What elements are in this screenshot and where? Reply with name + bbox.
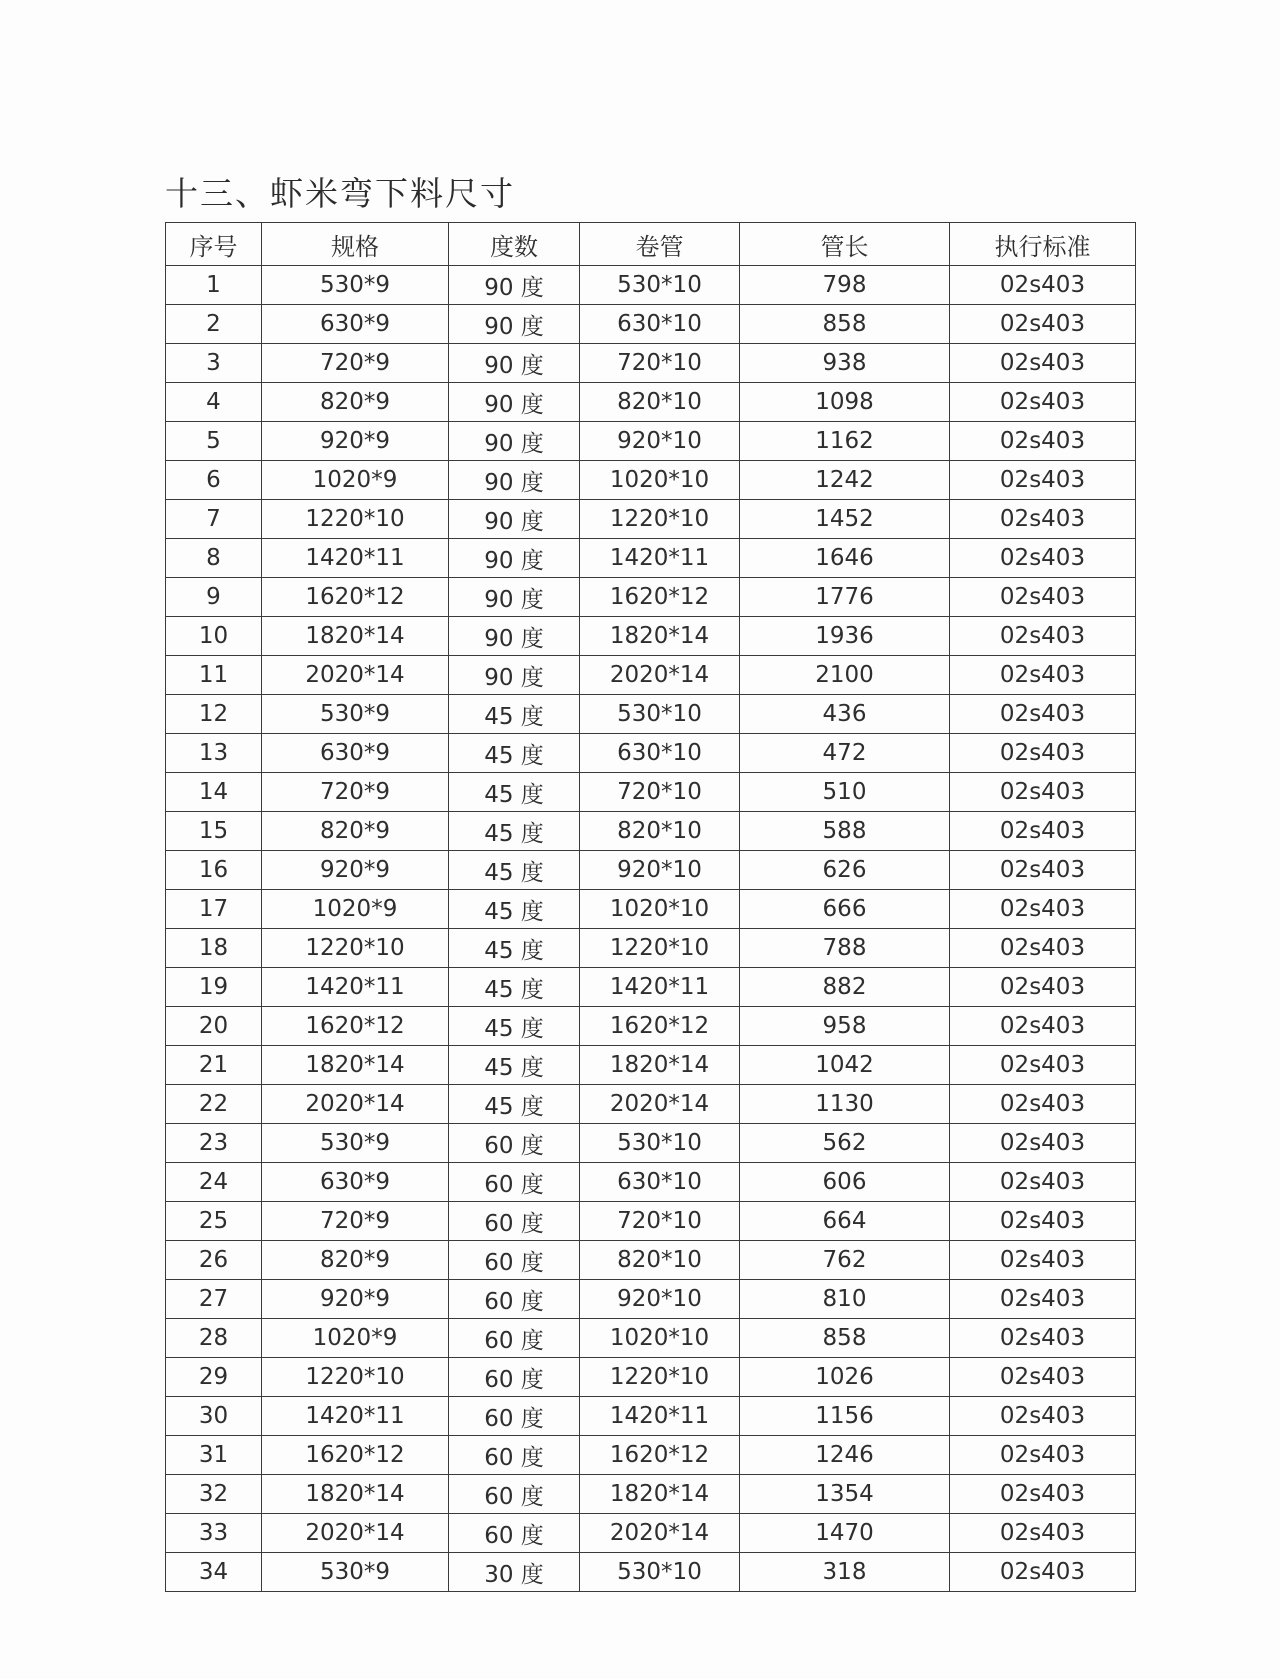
cell-pipe-length: 1470 — [740, 1514, 950, 1553]
cell-rolled-pipe: 1820*14 — [580, 1046, 740, 1085]
cell-rolled-pipe: 720*10 — [580, 344, 740, 383]
cell-index: 13 — [166, 734, 262, 773]
cell-index: 3 — [166, 344, 262, 383]
cell-spec: 1020*9 — [262, 461, 449, 500]
cell-spec: 920*9 — [262, 422, 449, 461]
table-row — [166, 1553, 1136, 1592]
table-row — [166, 1202, 1136, 1241]
cell-pipe-length: 810 — [740, 1280, 950, 1319]
cell-standard: 02s403 — [950, 851, 1136, 890]
cell-spec: 1820*14 — [262, 617, 449, 656]
table-row — [166, 968, 1136, 1007]
table-row — [166, 1124, 1136, 1163]
cell-index: 33 — [166, 1514, 262, 1553]
cell-pipe-length: 938 — [740, 344, 950, 383]
cell-rolled-pipe: 530*10 — [580, 1553, 740, 1592]
cell-index: 25 — [166, 1202, 262, 1241]
cell-degree: 45 度 — [449, 851, 580, 890]
cell-rolled-pipe: 1020*10 — [580, 890, 740, 929]
cell-pipe-length: 882 — [740, 968, 950, 1007]
cell-rolled-pipe: 1220*10 — [580, 1358, 740, 1397]
cell-standard: 02s403 — [950, 539, 1136, 578]
cell-rolled-pipe: 2020*14 — [580, 1085, 740, 1124]
cell-index: 14 — [166, 773, 262, 812]
cell-spec: 1220*10 — [262, 1358, 449, 1397]
cutting-size-table — [165, 222, 1136, 1592]
cell-standard: 02s403 — [950, 773, 1136, 812]
cell-index: 34 — [166, 1553, 262, 1592]
cell-pipe-length: 958 — [740, 1007, 950, 1046]
cell-pipe-length: 1646 — [740, 539, 950, 578]
cell-pipe-length: 606 — [740, 1163, 950, 1202]
table-row — [166, 1397, 1136, 1436]
cell-pipe-length: 664 — [740, 1202, 950, 1241]
cell-rolled-pipe: 1820*14 — [580, 1475, 740, 1514]
cell-index: 32 — [166, 1475, 262, 1514]
cell-degree: 60 度 — [449, 1280, 580, 1319]
cell-index: 7 — [166, 500, 262, 539]
cell-rolled-pipe: 820*10 — [580, 1241, 740, 1280]
cell-degree: 60 度 — [449, 1124, 580, 1163]
cell-degree: 60 度 — [449, 1436, 580, 1475]
cell-rolled-pipe: 530*10 — [580, 266, 740, 305]
column-header-degree: 度数 — [449, 223, 580, 266]
cell-pipe-length: 1130 — [740, 1085, 950, 1124]
cell-rolled-pipe: 1820*14 — [580, 617, 740, 656]
cell-degree: 45 度 — [449, 812, 580, 851]
table-row — [166, 344, 1136, 383]
cell-pipe-length: 762 — [740, 1241, 950, 1280]
cell-standard: 02s403 — [950, 734, 1136, 773]
cell-rolled-pipe: 1020*10 — [580, 1319, 740, 1358]
cell-pipe-length: 472 — [740, 734, 950, 773]
table-row — [166, 1007, 1136, 1046]
cell-spec: 1820*14 — [262, 1475, 449, 1514]
cell-standard: 02s403 — [950, 1280, 1136, 1319]
cell-degree: 45 度 — [449, 968, 580, 1007]
cell-spec: 2020*14 — [262, 1085, 449, 1124]
cell-rolled-pipe: 1420*11 — [580, 539, 740, 578]
cell-pipe-length: 2100 — [740, 656, 950, 695]
cell-spec: 1820*14 — [262, 1046, 449, 1085]
table-row — [166, 1514, 1136, 1553]
cell-rolled-pipe: 920*10 — [580, 422, 740, 461]
cell-degree: 90 度 — [449, 461, 580, 500]
cell-pipe-length: 788 — [740, 929, 950, 968]
cell-rolled-pipe: 720*10 — [580, 1202, 740, 1241]
cell-rolled-pipe: 1620*12 — [580, 578, 740, 617]
cell-rolled-pipe: 1620*12 — [580, 1007, 740, 1046]
table-row — [166, 1046, 1136, 1085]
cell-spec: 720*9 — [262, 344, 449, 383]
cell-pipe-length: 1246 — [740, 1436, 950, 1475]
cell-rolled-pipe: 820*10 — [580, 812, 740, 851]
cell-rolled-pipe: 2020*14 — [580, 1514, 740, 1553]
table-row — [166, 929, 1136, 968]
cell-degree: 90 度 — [449, 500, 580, 539]
column-header-spec: 规格 — [262, 223, 449, 266]
cell-degree: 30 度 — [449, 1553, 580, 1592]
cell-standard: 02s403 — [950, 1553, 1136, 1592]
cell-spec: 1220*10 — [262, 500, 449, 539]
cell-pipe-length: 666 — [740, 890, 950, 929]
cell-spec: 720*9 — [262, 1202, 449, 1241]
table-body — [166, 266, 1136, 1592]
cell-degree: 90 度 — [449, 422, 580, 461]
column-header-standard: 执行标准 — [950, 223, 1136, 266]
cell-spec: 1420*11 — [262, 1397, 449, 1436]
cell-index: 4 — [166, 383, 262, 422]
cell-rolled-pipe: 820*10 — [580, 383, 740, 422]
cell-index: 23 — [166, 1124, 262, 1163]
table-row — [166, 1319, 1136, 1358]
cell-spec: 820*9 — [262, 383, 449, 422]
cell-degree: 45 度 — [449, 734, 580, 773]
cell-standard: 02s403 — [950, 1319, 1136, 1358]
cell-standard: 02s403 — [950, 890, 1136, 929]
cell-standard: 02s403 — [950, 1007, 1136, 1046]
cell-spec: 2020*14 — [262, 656, 449, 695]
table-row — [166, 773, 1136, 812]
cell-spec: 2020*14 — [262, 1514, 449, 1553]
cell-degree: 60 度 — [449, 1163, 580, 1202]
cell-rolled-pipe: 2020*14 — [580, 656, 740, 695]
cell-pipe-length: 1242 — [740, 461, 950, 500]
cell-rolled-pipe: 530*10 — [580, 1124, 740, 1163]
cell-standard: 02s403 — [950, 1241, 1136, 1280]
cell-pipe-length: 1452 — [740, 500, 950, 539]
cell-degree: 90 度 — [449, 578, 580, 617]
cell-index: 28 — [166, 1319, 262, 1358]
cell-rolled-pipe: 630*10 — [580, 734, 740, 773]
page-title: 十三、虾米弯下料尺寸 — [165, 174, 515, 213]
cell-degree: 60 度 — [449, 1514, 580, 1553]
cell-spec: 630*9 — [262, 305, 449, 344]
cell-index: 31 — [166, 1436, 262, 1475]
cell-standard: 02s403 — [950, 266, 1136, 305]
cell-degree: 45 度 — [449, 1046, 580, 1085]
table-row — [166, 851, 1136, 890]
cell-standard: 02s403 — [950, 1085, 1136, 1124]
table-row — [166, 578, 1136, 617]
cell-pipe-length: 588 — [740, 812, 950, 851]
cell-degree: 60 度 — [449, 1475, 580, 1514]
cell-rolled-pipe: 720*10 — [580, 773, 740, 812]
cell-pipe-length: 1354 — [740, 1475, 950, 1514]
cell-degree: 90 度 — [449, 266, 580, 305]
cell-degree: 90 度 — [449, 383, 580, 422]
cell-pipe-length: 1042 — [740, 1046, 950, 1085]
cell-rolled-pipe: 530*10 — [580, 695, 740, 734]
cell-degree: 45 度 — [449, 773, 580, 812]
table-row — [166, 383, 1136, 422]
cell-pipe-length: 858 — [740, 305, 950, 344]
cell-rolled-pipe: 1420*11 — [580, 968, 740, 1007]
cell-index: 17 — [166, 890, 262, 929]
cell-standard: 02s403 — [950, 812, 1136, 851]
cell-spec: 1220*10 — [262, 929, 449, 968]
cell-index: 9 — [166, 578, 262, 617]
cell-rolled-pipe: 920*10 — [580, 851, 740, 890]
table-row — [166, 734, 1136, 773]
cell-rolled-pipe: 630*10 — [580, 1163, 740, 1202]
cell-pipe-length: 1156 — [740, 1397, 950, 1436]
table-row — [166, 500, 1136, 539]
table-row — [166, 1436, 1136, 1475]
cell-standard: 02s403 — [950, 1358, 1136, 1397]
cell-index: 16 — [166, 851, 262, 890]
cell-standard: 02s403 — [950, 1124, 1136, 1163]
cell-spec: 530*9 — [262, 1553, 449, 1592]
cell-degree: 60 度 — [449, 1202, 580, 1241]
cell-index: 20 — [166, 1007, 262, 1046]
cell-degree: 60 度 — [449, 1241, 580, 1280]
table-row — [166, 1085, 1136, 1124]
cell-pipe-length: 510 — [740, 773, 950, 812]
cell-pipe-length: 1098 — [740, 383, 950, 422]
cell-spec: 1020*9 — [262, 1319, 449, 1358]
table-row — [166, 656, 1136, 695]
cell-standard: 02s403 — [950, 968, 1136, 1007]
cell-pipe-length: 1026 — [740, 1358, 950, 1397]
column-header-index: 序号 — [166, 223, 262, 266]
cell-standard: 02s403 — [950, 383, 1136, 422]
cell-index: 12 — [166, 695, 262, 734]
cell-degree: 45 度 — [449, 1007, 580, 1046]
cell-standard: 02s403 — [950, 422, 1136, 461]
cell-rolled-pipe: 1220*10 — [580, 500, 740, 539]
cell-index: 27 — [166, 1280, 262, 1319]
cell-spec: 1620*12 — [262, 578, 449, 617]
cell-degree: 90 度 — [449, 617, 580, 656]
cell-spec: 1620*12 — [262, 1436, 449, 1475]
cell-degree: 90 度 — [449, 539, 580, 578]
column-header-pipe-length: 管长 — [740, 223, 950, 266]
cell-index: 11 — [166, 656, 262, 695]
cell-pipe-length: 858 — [740, 1319, 950, 1358]
cell-index: 19 — [166, 968, 262, 1007]
cell-index: 30 — [166, 1397, 262, 1436]
cell-index: 8 — [166, 539, 262, 578]
cell-index: 26 — [166, 1241, 262, 1280]
cell-degree: 60 度 — [449, 1397, 580, 1436]
cell-index: 24 — [166, 1163, 262, 1202]
cell-index: 22 — [166, 1085, 262, 1124]
cell-standard: 02s403 — [950, 1514, 1136, 1553]
cell-index: 1 — [166, 266, 262, 305]
table-row — [166, 812, 1136, 851]
cell-standard: 02s403 — [950, 500, 1136, 539]
cell-rolled-pipe: 1020*10 — [580, 461, 740, 500]
cell-standard: 02s403 — [950, 578, 1136, 617]
table-row — [166, 539, 1136, 578]
cell-spec: 630*9 — [262, 1163, 449, 1202]
cell-spec: 530*9 — [262, 1124, 449, 1163]
cell-index: 21 — [166, 1046, 262, 1085]
cell-standard: 02s403 — [950, 617, 1136, 656]
cell-spec: 920*9 — [262, 851, 449, 890]
cell-pipe-length: 798 — [740, 266, 950, 305]
table-header-row — [166, 223, 1136, 266]
cell-degree: 90 度 — [449, 656, 580, 695]
table-row — [166, 305, 1136, 344]
cell-standard: 02s403 — [950, 1475, 1136, 1514]
cell-spec: 530*9 — [262, 266, 449, 305]
cell-pipe-length: 1162 — [740, 422, 950, 461]
cell-spec: 630*9 — [262, 734, 449, 773]
cell-spec: 1620*12 — [262, 1007, 449, 1046]
cell-rolled-pipe: 920*10 — [580, 1280, 740, 1319]
cell-standard: 02s403 — [950, 305, 1136, 344]
table-row — [166, 1475, 1136, 1514]
cell-index: 29 — [166, 1358, 262, 1397]
cell-pipe-length: 626 — [740, 851, 950, 890]
cell-index: 5 — [166, 422, 262, 461]
table-row — [166, 890, 1136, 929]
cell-standard: 02s403 — [950, 1202, 1136, 1241]
cell-index: 6 — [166, 461, 262, 500]
table-row — [166, 617, 1136, 656]
cell-standard: 02s403 — [950, 1436, 1136, 1475]
cell-standard: 02s403 — [950, 656, 1136, 695]
cell-degree: 90 度 — [449, 305, 580, 344]
table-row — [166, 422, 1136, 461]
cell-degree: 45 度 — [449, 929, 580, 968]
cell-index: 18 — [166, 929, 262, 968]
cell-spec: 1420*11 — [262, 539, 449, 578]
cell-pipe-length: 1776 — [740, 578, 950, 617]
cell-index: 15 — [166, 812, 262, 851]
cell-spec: 820*9 — [262, 1241, 449, 1280]
cell-index: 10 — [166, 617, 262, 656]
cell-spec: 720*9 — [262, 773, 449, 812]
cell-rolled-pipe: 1420*11 — [580, 1397, 740, 1436]
table-row — [166, 266, 1136, 305]
cell-spec: 1420*11 — [262, 968, 449, 1007]
cell-standard: 02s403 — [950, 1397, 1136, 1436]
column-header-rolled-pipe: 卷管 — [580, 223, 740, 266]
cell-degree: 60 度 — [449, 1358, 580, 1397]
cell-degree: 60 度 — [449, 1319, 580, 1358]
cell-rolled-pipe: 630*10 — [580, 305, 740, 344]
cell-index: 2 — [166, 305, 262, 344]
cell-standard: 02s403 — [950, 1163, 1136, 1202]
table-row — [166, 695, 1136, 734]
cell-degree: 90 度 — [449, 344, 580, 383]
cell-standard: 02s403 — [950, 344, 1136, 383]
table-row — [166, 1280, 1136, 1319]
cell-pipe-length: 1936 — [740, 617, 950, 656]
table-row — [166, 461, 1136, 500]
cell-spec: 530*9 — [262, 695, 449, 734]
cell-spec: 1020*9 — [262, 890, 449, 929]
cell-pipe-length: 562 — [740, 1124, 950, 1163]
cell-standard: 02s403 — [950, 1046, 1136, 1085]
cell-standard: 02s403 — [950, 695, 1136, 734]
table-row — [166, 1241, 1136, 1280]
cell-pipe-length: 436 — [740, 695, 950, 734]
table-row — [166, 1358, 1136, 1397]
cell-degree: 45 度 — [449, 695, 580, 734]
table-row — [166, 1163, 1136, 1202]
cell-rolled-pipe: 1620*12 — [580, 1436, 740, 1475]
cell-spec: 920*9 — [262, 1280, 449, 1319]
cell-spec: 820*9 — [262, 812, 449, 851]
cell-degree: 45 度 — [449, 890, 580, 929]
cell-standard: 02s403 — [950, 461, 1136, 500]
cell-pipe-length: 318 — [740, 1553, 950, 1592]
cell-rolled-pipe: 1220*10 — [580, 929, 740, 968]
cell-degree: 45 度 — [449, 1085, 580, 1124]
cell-standard: 02s403 — [950, 929, 1136, 968]
